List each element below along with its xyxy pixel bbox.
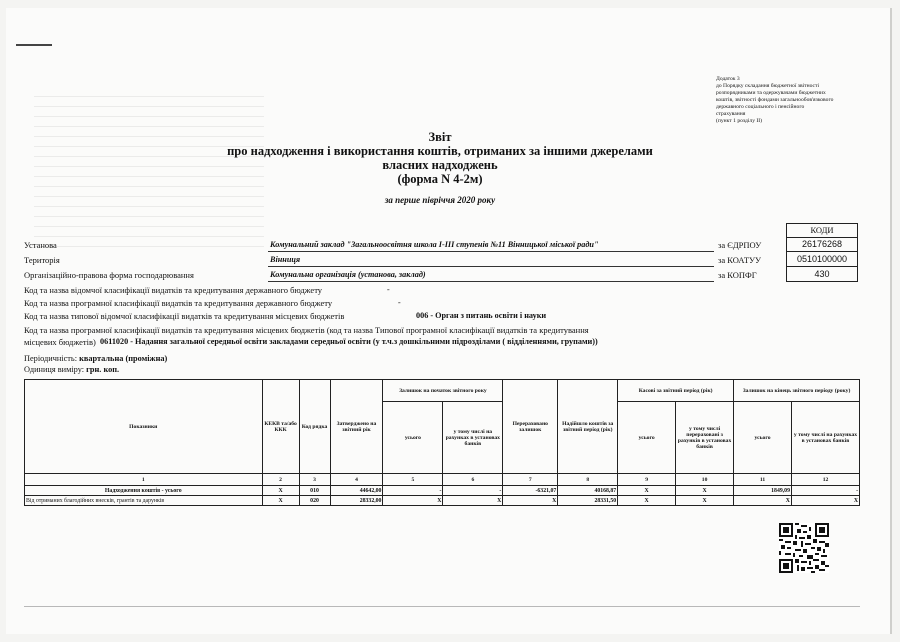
col-number: 6 [443,474,503,486]
cell-bs-banks: - [443,486,503,496]
col-number: 11 [734,474,792,486]
cell-indicator: Надходження коштів - усього [25,486,263,496]
periodicity-label: Періодичність: [24,354,78,363]
cell-kekv: X [262,496,299,506]
dept-code-value: - [387,285,390,294]
prog-code-label: Код та назва програмної класифікації видатків та кредитування державного бюджету [24,298,333,308]
typical-dept-label: Код та назва типової відомчої класифікації видатків та кредитування місцевих бюджетів [24,311,345,321]
cell-cash-total: X [618,486,676,496]
col-number: 3 [299,474,330,486]
cell-transferred: -6321,07 [503,486,558,496]
report-period: за перше півріччя 2020 року [384,195,496,205]
title-line: про надходження і використання коштів, отриманих за іншими джерелами [227,144,653,158]
col-number: 9 [618,474,676,486]
header-cash: Касові за звітний період (рік) [618,380,734,402]
header-received: Надійшло коштів за звітний період (рік) [558,380,618,474]
cell-cash-banks: X [676,496,734,506]
kopfg-label: за КОПФГ [718,270,757,280]
footer-rule [24,606,860,607]
appendix-line: страхування [716,111,746,117]
edrpou-code: 26176268 [786,237,858,252]
col-number: 10 [676,474,734,486]
form-number: (форма N 4-2м) [397,172,483,186]
cell-kekv: X [262,486,299,496]
appendix-line: розпорядниками та одержувачами бюджетних [716,90,826,96]
codes-header: КОДИ [786,223,858,238]
report-table [24,379,860,506]
col-number: 7 [503,474,558,486]
institution-value: Комунальний заклад "Загальноосвітня школа І-ІІІ ступенів №11 Вінницької міської ради" [270,240,599,249]
cell-code: 010 [299,486,330,496]
header-balance-start: Залишок на початок звітного року [383,380,503,402]
koatuu-code: 0510100000 [786,252,858,267]
header-be-banks: у тому числі на рахунках в установах банків [791,402,859,474]
koatuu-label: за КОАТУУ [718,255,762,265]
cell-code: 020 [299,496,330,506]
scan-mark [16,44,52,46]
header-transferred: Перераховано залишок [503,380,558,474]
cell-cash-banks: X [676,486,734,496]
title-line: власних надходжень [382,158,498,172]
col-number: 4 [330,474,383,486]
col-number: 2 [262,474,299,486]
cell-transferred: X [503,496,558,506]
appendix-line: Додаток 3 [716,76,740,82]
org-form-value: Комунальна організація (установа, заклад) [270,270,426,279]
col-number: 5 [383,474,443,486]
cell-be-total: X [734,496,792,506]
appendix-note [716,76,866,125]
local-prog-label-2: місцевих бюджетів) [24,337,96,347]
column-number-row [25,474,860,486]
header-row-code: Код рядка [299,380,330,474]
title-line: Звіт [428,130,452,144]
local-prog-value: 0611020 - Надання загальної середньої освіти закладами середньої освіти (у т.ч.з дошкільними підрозділами ( відділеннями, групами)) [100,337,598,346]
header-cash-banks: у тому числі перераховані з рахунків в установах банків [676,402,734,474]
typical-dept-value: 006 - Орган з питань освіти і науки [416,311,547,320]
territory-label: Територія [24,255,60,265]
header-kekv: КЕКВ та/або ККК [262,380,299,474]
col-number: 8 [558,474,618,486]
dept-code-label: Код та назва відомчої класифікації видатків та кредитування державного бюджету [24,285,323,295]
institution-label: Установа [24,240,57,250]
header-bs-banks: у тому числі на рахунках в установах банків [443,402,503,474]
cell-received: 40168,87 [558,486,618,496]
cell-bs-total: X [383,496,443,506]
cell-approved: 28332,00 [330,496,383,506]
col-number: 12 [791,474,859,486]
cell-be-banks: X [791,496,859,506]
scan-edge [890,8,892,634]
underline [268,251,714,252]
unit-label: Одиниця виміру: [24,365,85,374]
appendix-line: (пункт 1 розділу II) [716,118,763,124]
header-bs-total: усього [383,402,443,474]
qr-code-icon [779,523,829,573]
table-row [25,486,860,496]
report-title [200,130,680,186]
appendix-line: до Порядку складання бюджетної звітності [716,83,819,89]
edrpou-label: за ЄДРПОУ [718,240,762,250]
col-number: 1 [25,474,263,486]
table-row [25,496,860,506]
kopfg-code: 430 [786,267,858,282]
unit-value: грн. коп. [86,365,120,374]
cell-be-banks: - [791,486,859,496]
unit [24,365,119,374]
appendix-line: державного соціального і пенсійного [716,104,805,110]
appendix-line: коштів, звітності фондами загальнообов'язкового [716,97,834,103]
header-balance-end: Залишок на кінець звітного періоду (року) [734,380,860,402]
periodicity [24,354,167,363]
cell-cash-total: X [618,496,676,506]
cell-indicator: Від отриманих благодійних внесків, грантів та дарунків [25,496,263,506]
header-indicators: Показники [25,380,263,474]
underline [268,266,714,267]
local-prog-label: Код та назва програмної класифікації видатків та кредитування місцевих бюджетів (код та назва Типової програмної класифікації видатків та кредитування [24,325,589,335]
header-cash-total: усього [618,402,676,474]
header-be-total: усього [734,402,792,474]
cell-received: 28331,50 [558,496,618,506]
periodicity-value: квартальна (проміжна) [79,354,168,363]
org-form-label: Організаційно-правова форма господарювання [24,270,194,280]
territory-value: Вінниця [270,255,301,264]
cell-bs-total: - [383,486,443,496]
cell-bs-banks: X [443,496,503,506]
cell-be-total: 1849,09 [734,486,792,496]
cell-approved: 44642,00 [330,486,383,496]
header-approved: Затверджено на звітний рік [330,380,383,474]
prog-code-value: - [398,298,401,307]
underline [268,281,714,282]
